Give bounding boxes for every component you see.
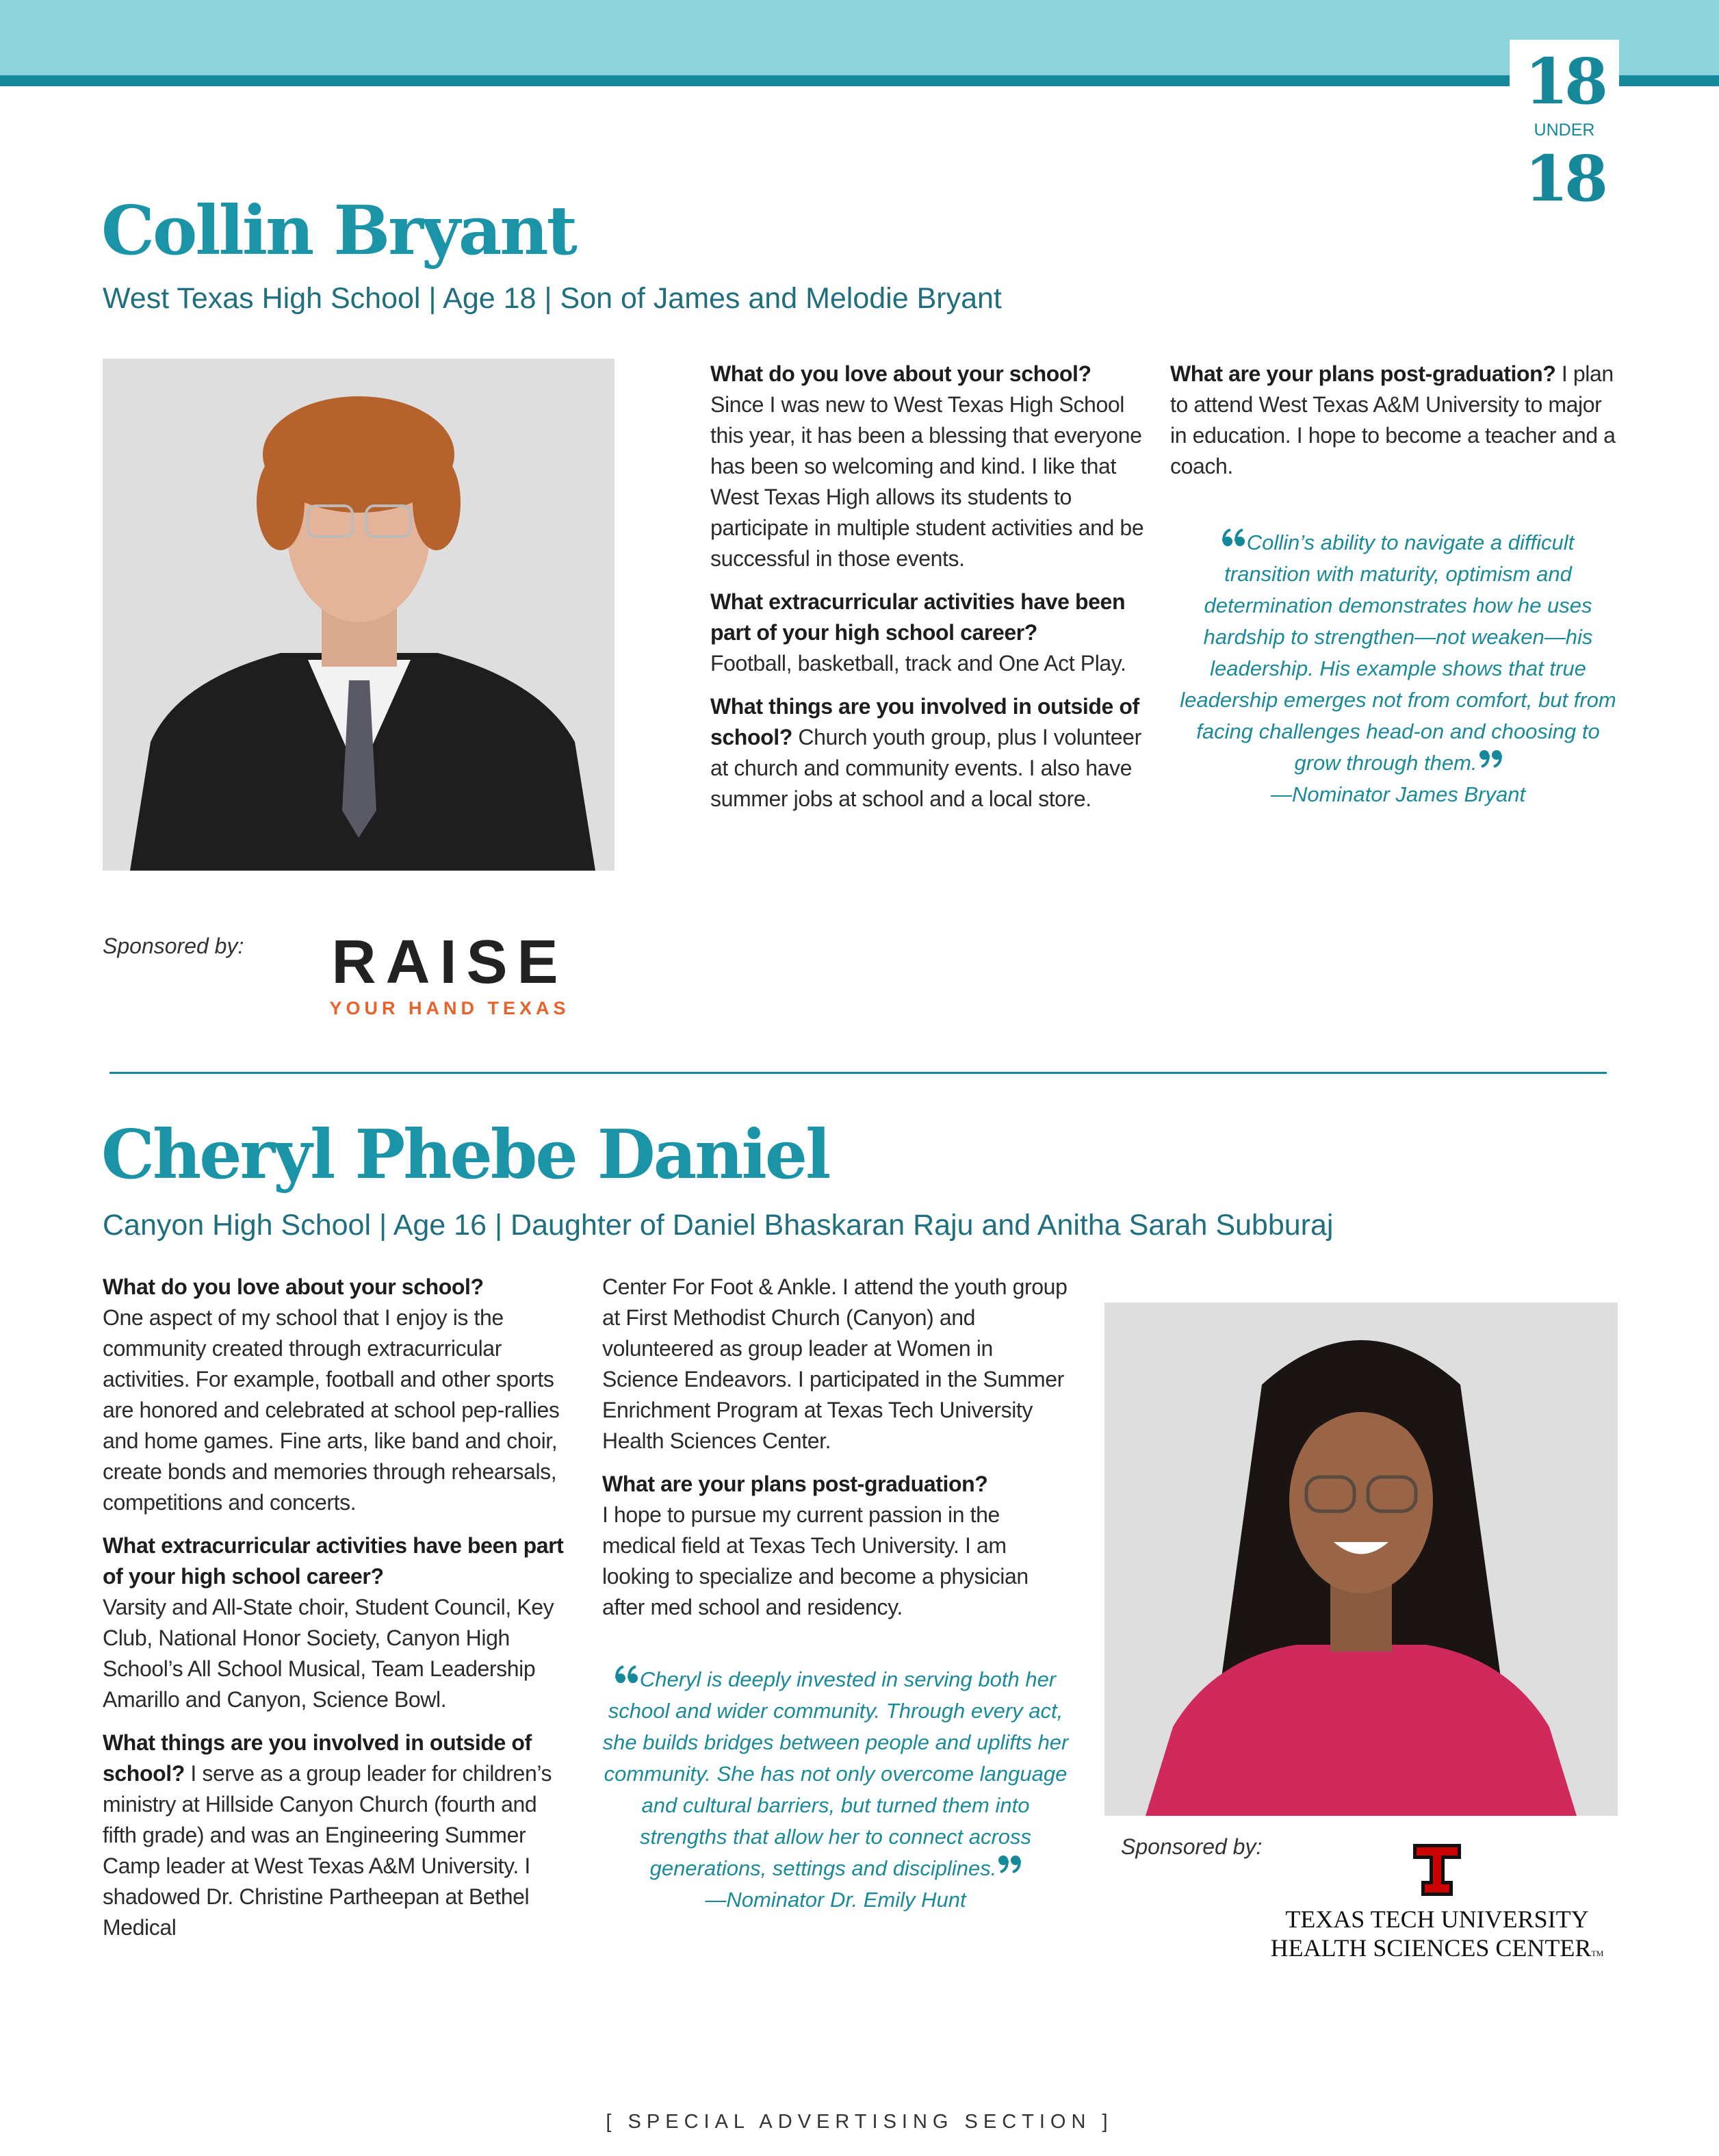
answer: Football, basketball, track and One Act Play. bbox=[710, 651, 1126, 676]
quote-attribution: —Nominator James Bryant bbox=[1270, 782, 1526, 806]
answer: Varsity and All-State choir, Student Council, Key Club, National Honor Society, Canyon High School’s All School Musical, Team Leadership Amarillo and Canyon, Science Bowl. bbox=[103, 1595, 554, 1712]
quote-text: Collin’s ability to navigate a difficult transition with maturity, optimism and determination demonstrates how he uses hardship to strengthen—not weaken—his leadership. His example shows that true leadership emerges not from comfort, but from facing challenges head-on and choosing to grow through them. bbox=[1180, 530, 1616, 775]
profile-subtitle: Canyon High School | Age 16 | Daughter of Daniel Bhaskaran Raju and Anitha Sarah Subburaj bbox=[103, 1209, 1334, 1242]
header-stripe bbox=[0, 75, 1719, 86]
quote-attribution: —Nominator Dr. Emily Hunt bbox=[705, 1888, 966, 1912]
sponsor-logo-line1: TEXAS TECH UNIVERSITY bbox=[1285, 1905, 1589, 1933]
sponsor-logo-line2: HEALTH SCIENCES CENTER bbox=[1270, 1934, 1592, 1962]
answer: Since I was new to West Texas High School this year, it has been a blessing that everyone has been so welcoming and kind. I like that West Texas High allows its students to participate in multiple student activities and be successful in those events. bbox=[710, 392, 1144, 571]
nominator-quote bbox=[602, 1664, 1069, 1916]
qa-column-middle bbox=[710, 359, 1159, 827]
question: What things are you involved in outside of school? bbox=[103, 1730, 532, 1786]
open-quote-icon bbox=[1222, 528, 1247, 548]
qa-column-left bbox=[103, 1272, 576, 1943]
section-divider bbox=[109, 1072, 1607, 1074]
double-t-icon bbox=[1412, 1843, 1462, 1897]
answer: Church youth group, plus I volunteer at church and community events. I also have summer jobs at school and a local store. bbox=[710, 725, 1141, 811]
ttuhsc-logo bbox=[1252, 1843, 1622, 1968]
sponsored-by-label: Sponsored by: bbox=[103, 934, 244, 958]
profile-photo bbox=[1104, 1302, 1618, 1816]
logo-middle: UNDER bbox=[1534, 120, 1595, 140]
question: What are your plans post-graduation? bbox=[602, 1472, 988, 1496]
sponsored-by-label: Sponsored by: bbox=[1121, 1834, 1263, 1859]
answer-continued: Center For Foot & Ankle. I attend the youth group at First Methodist Church (Canyon) and volunteered as group leader at Women in Science Endeavors. I participated in the Summer Enrichment Program at Texas Tech University Health Sciences Center. bbox=[602, 1274, 1068, 1453]
question: What extracurricular activities have been part of your high school career? bbox=[103, 1533, 564, 1589]
question: What are your plans post-graduation? bbox=[1170, 361, 1556, 386]
trademark: TM bbox=[1591, 1949, 1604, 1958]
sponsor-logo-tagline: YOUR HAND TEXAS bbox=[329, 998, 570, 1018]
right-column bbox=[1170, 359, 1623, 810]
open-quote-icon bbox=[615, 1665, 640, 1685]
close-quote-icon bbox=[1477, 748, 1502, 769]
18-under-18-logo bbox=[1510, 40, 1619, 223]
profile-subtitle: West Texas High School | Age 18 | Son of James and Melodie Bryant bbox=[103, 282, 1002, 315]
nominator-quote bbox=[1178, 527, 1618, 810]
sponsor-logo-main: RAISE bbox=[331, 928, 568, 997]
profile-name: Collin Bryant bbox=[101, 192, 576, 270]
qa-column-right bbox=[1170, 359, 1623, 482]
question: What do you love about your school? bbox=[103, 1274, 484, 1299]
question: What do you love about your school? bbox=[710, 361, 1091, 386]
answer: I plan to attend West Texas A&M University to major in education. I hope to become a teacher and a coach. bbox=[1170, 361, 1616, 478]
answer: One aspect of my school that I enjoy is the community created through extracurricular activities. For example, football and other sports are honored and celebrated at school pep-rallies and home games. Fine arts, like band and choir, create bonds and memories through rehearsals, competitions and concerts. bbox=[103, 1305, 560, 1515]
logo-top: 18 bbox=[1524, 44, 1605, 118]
profile-photo bbox=[103, 359, 615, 871]
qa-column-middle bbox=[602, 1272, 1069, 1623]
question: What things are you involved in outside of school? bbox=[710, 694, 1139, 749]
logo-bottom: 18 bbox=[1524, 142, 1605, 216]
middle-column bbox=[602, 1272, 1069, 1916]
close-quote-icon bbox=[996, 1853, 1021, 1874]
raise-your-hand-texas-logo bbox=[309, 928, 590, 1020]
profile-name: Cheryl Phebe Daniel bbox=[101, 1116, 829, 1194]
answer: I serve as a group leader for children’s ministry at Hillside Canyon Church (fourth and fifth grade) and was an Engineering Summer Camp leader at West Texas A&M University. I shadowed Dr. Christine Partheepan at Bethel Medical bbox=[103, 1761, 552, 1940]
quote-text: Cheryl is deeply invested in serving both her school and wider community. Through every act, she builds bridges between people and uplifts her community. She has not only overcome language and cultural barriers, but turned them into strengths that allow her to connect across generations, settings and disciplines. bbox=[602, 1667, 1069, 1880]
header-band bbox=[0, 0, 1719, 75]
footer-label: [ SPECIAL ADVERTISING SECTION ] bbox=[606, 2111, 1113, 2133]
question: What extracurricular activities have been part of your high school career? bbox=[710, 589, 1126, 645]
answer: I hope to pursue my current passion in the medical field at Texas Tech University. I am looking to specialize and become a physician after med school and residency. bbox=[602, 1502, 1029, 1619]
